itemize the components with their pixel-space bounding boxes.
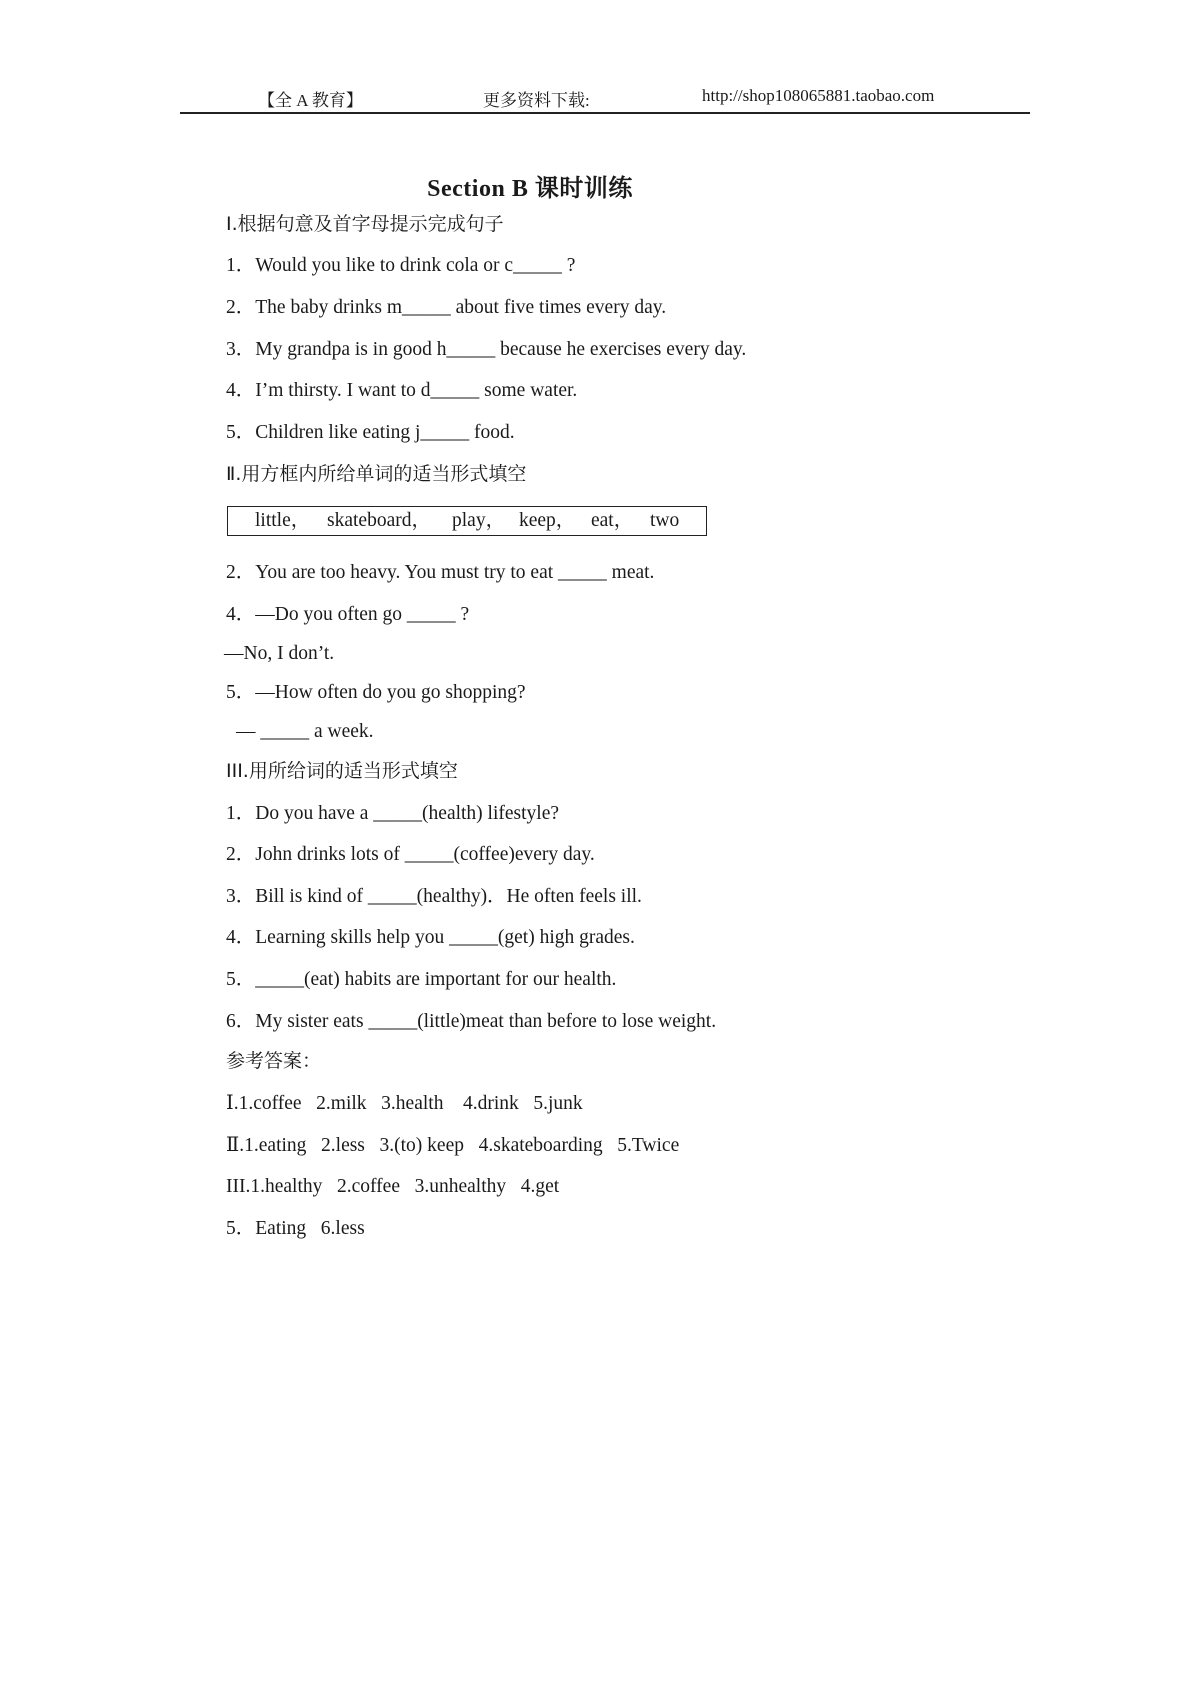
- answers-part3: III.1.healthy 2.coffee 3.unhealthy 4.get: [226, 1176, 560, 1197]
- part3-item-6: 6．My sister eats _____(little)meat than before to lose weight.: [226, 1011, 717, 1032]
- word-box-word: skateboard，: [327, 510, 431, 531]
- part1-item-4: 4．I’m thirsty. I want to d_____ some water.: [226, 380, 578, 401]
- part3-heading: III.用所给词的适当形式填空: [226, 760, 458, 782]
- answers-part3-continued: 5．Eating 6.less: [226, 1218, 365, 1239]
- answers-part1: Ⅰ.1.coffee 2.milk 3.health 4.drink 5.junk: [226, 1093, 583, 1114]
- word-box-word: keep，: [519, 510, 576, 531]
- part2-item-4: 4．—Do you often go _____ ?: [226, 604, 470, 625]
- word-box-word: little，: [255, 510, 311, 531]
- header-more-downloads: 更多资料下载:: [483, 91, 590, 110]
- part3-item-3: 3．Bill is kind of _____(healthy)．He often feels ill.: [226, 886, 642, 907]
- word-box: [227, 506, 707, 536]
- word-box-word: eat，: [591, 510, 634, 531]
- part3-item-1: 1．Do you have a _____(health) lifestyle?: [226, 803, 560, 824]
- part1-item-2: 2．The baby drinks m_____ about five times every day.: [226, 297, 667, 318]
- page-title: Section B 课时训练: [427, 176, 633, 202]
- part1-item-1: 1．Would you like to drink cola or c_____ ?: [226, 255, 576, 276]
- answers-heading: 参考答案：: [226, 1050, 322, 1072]
- part3-item-2: 2．John drinks lots of _____(coffee)every day.: [226, 844, 595, 865]
- part2-item-5-reply: — _____ a week.: [236, 721, 374, 742]
- part1-item-5: 5．Children like eating j_____ food.: [226, 422, 515, 443]
- part1-item-3: 3．My grandpa is in good h_____ because he exercises every day.: [226, 339, 747, 360]
- part2-item-5: 5．—How often do you go shopping?: [226, 682, 526, 703]
- part3-item-4: 4．Learning skills help you _____(get) high grades.: [226, 927, 635, 948]
- part2-heading: Ⅱ.用方框内所给单词的适当形式填空: [226, 463, 527, 485]
- part2-item-4-reply: —No, I don’t.: [224, 643, 335, 664]
- header-url: http://shop108065881.taobao.com: [702, 86, 935, 105]
- part2-item-2: 2．You are too heavy. You must try to eat _____ meat.: [226, 562, 655, 583]
- part3-item-5: 5．_____(eat) habits are important for our health.: [226, 969, 617, 990]
- header-brand: 【全 A 教育】: [258, 91, 363, 110]
- part1-heading: Ⅰ.根据句意及首字母提示完成句子: [226, 213, 504, 235]
- page-header: [180, 86, 1030, 114]
- answers-part2: Ⅱ.1.eating 2.less 3.(to) keep 4.skateboarding 5.Twice: [226, 1135, 680, 1156]
- word-box-word: play，: [452, 510, 506, 531]
- word-box-word: two: [650, 510, 680, 531]
